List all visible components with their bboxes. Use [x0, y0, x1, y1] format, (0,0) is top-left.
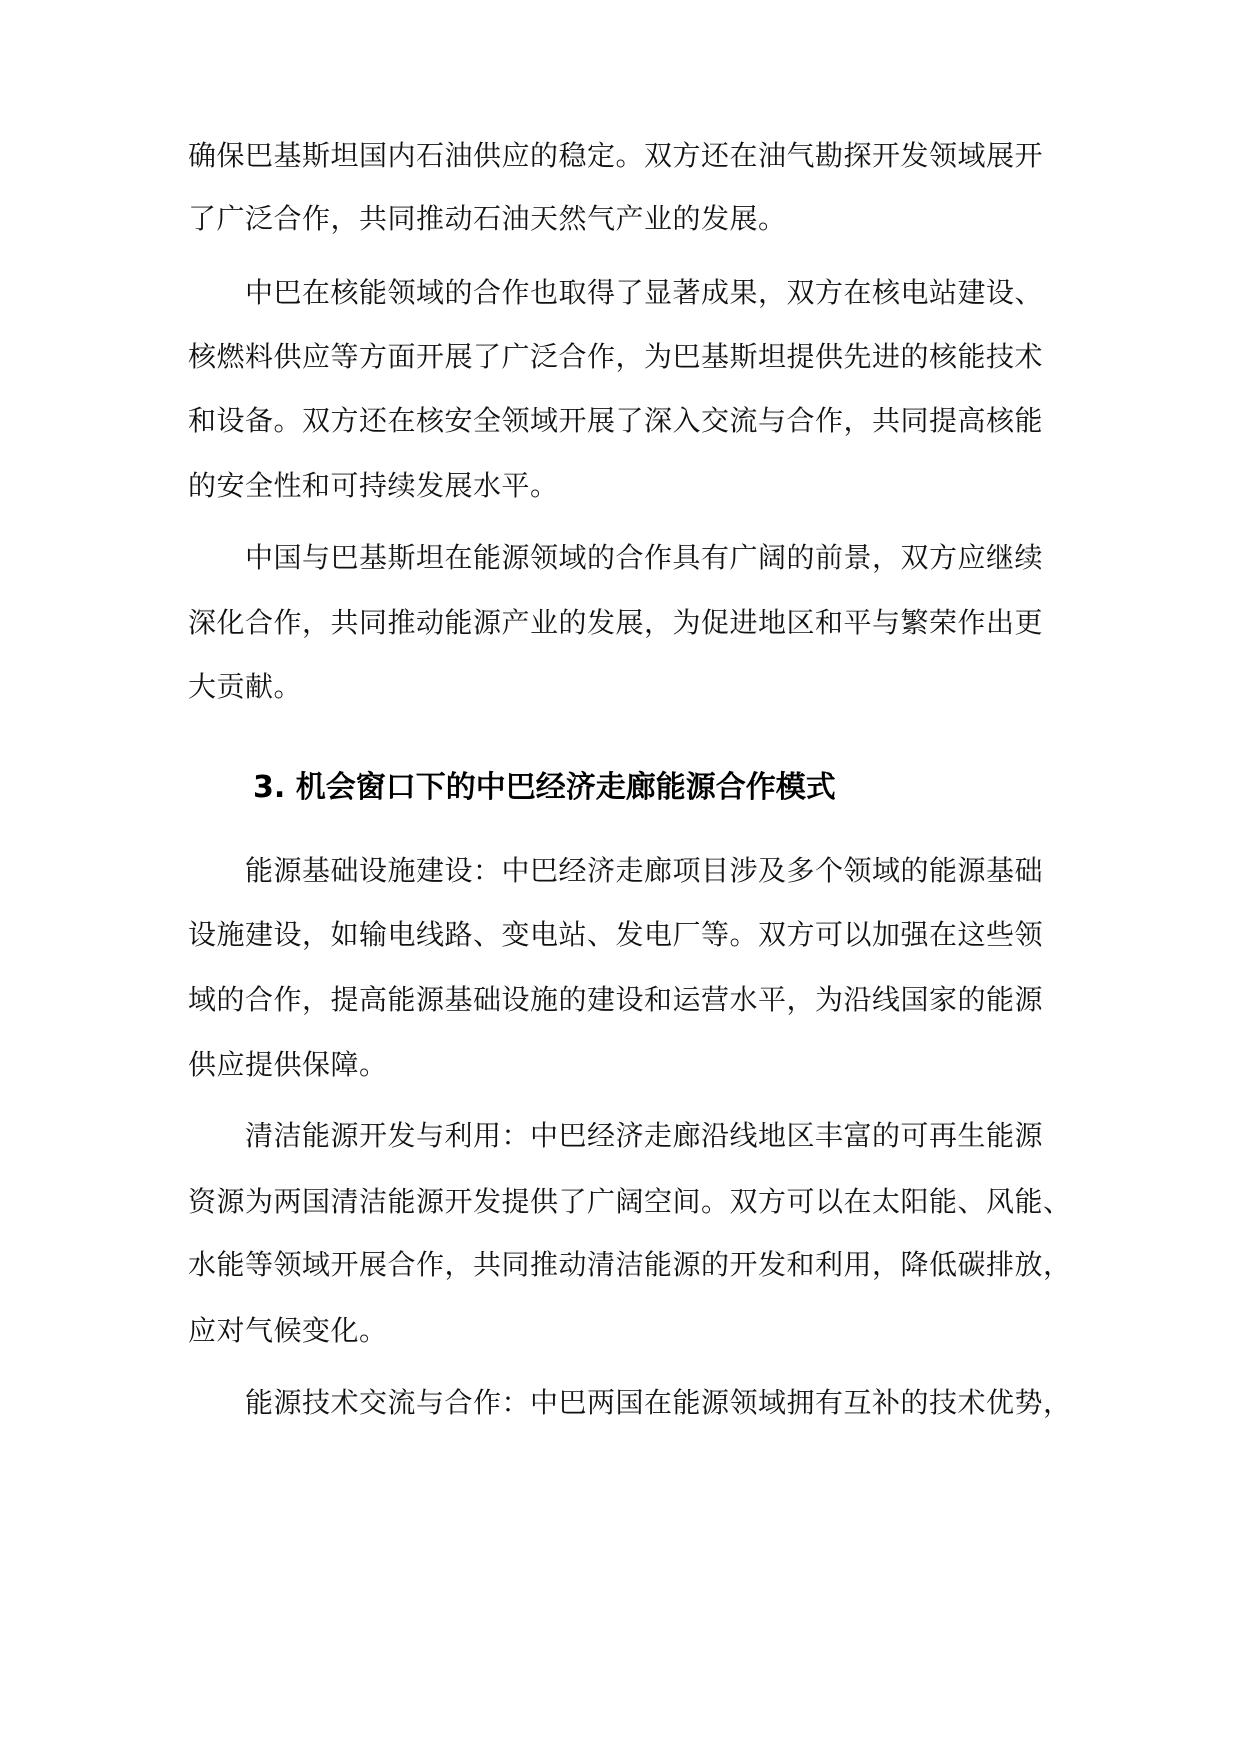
paragraph-line: 了广泛合作，共同推动石油天然气产业的发展。: [188, 202, 787, 235]
paragraph-line: 清洁能源开发与利用：中巴经济走廊沿线地区丰富的可再生能源: [245, 1119, 1044, 1152]
paragraph-line: 和设备。双方还在核安全领域开展了深入交流与合作，共同提高核能: [188, 404, 1044, 437]
paragraph-line: 能源基础设施建设：中巴经济走廊项目涉及多个领域的能源基础: [245, 854, 1044, 887]
paragraph-line: 的安全性和可持续发展水平。: [188, 469, 559, 502]
paragraph-line: 大贡献。: [188, 670, 303, 703]
paragraph-line: 核燃料供应等方面开展了广泛合作，为巴基斯坦提供先进的核能技术: [188, 340, 1044, 373]
paragraph-line: 能源技术交流与合作：中巴两国在能源领域拥有互补的技术优势，: [245, 1386, 1072, 1419]
section-heading: 3. 机会窗口下的中巴经济走廊能源合作模式: [253, 770, 836, 805]
paragraph-line: 水能等领域开展合作，共同推动清洁能源的开发和利用，降低碳排放，: [188, 1248, 1072, 1281]
paragraph-line: 确保巴基斯坦国内石油供应的稳定。双方还在油气勘探开发领域展开: [188, 139, 1044, 172]
paragraph-line: 域的合作，提高能源基础设施的建设和运营水平，为沿线国家的能源: [188, 983, 1044, 1016]
paragraph-line: 设施建设，如输电线路、变电站、发电厂等。双方可以加强在这些领: [188, 918, 1044, 951]
paragraph-line: 中巴在核能领域的合作也取得了显著成果，双方在核电站建设、: [245, 276, 1044, 309]
paragraph-line: 应对气候变化。: [188, 1314, 388, 1347]
paragraph-line: 中国与巴基斯坦在能源领域的合作具有广阔的前景，双方应继续: [245, 541, 1044, 574]
paragraph-line: 资源为两国清洁能源开发提供了广阔空间。双方可以在太阳能、风能、: [188, 1185, 1072, 1218]
paragraph-line: 供应提供保障。: [188, 1048, 388, 1081]
paragraph-line: 深化合作，共同推动能源产业的发展，为促进地区和平与繁荣作出更: [188, 606, 1044, 639]
